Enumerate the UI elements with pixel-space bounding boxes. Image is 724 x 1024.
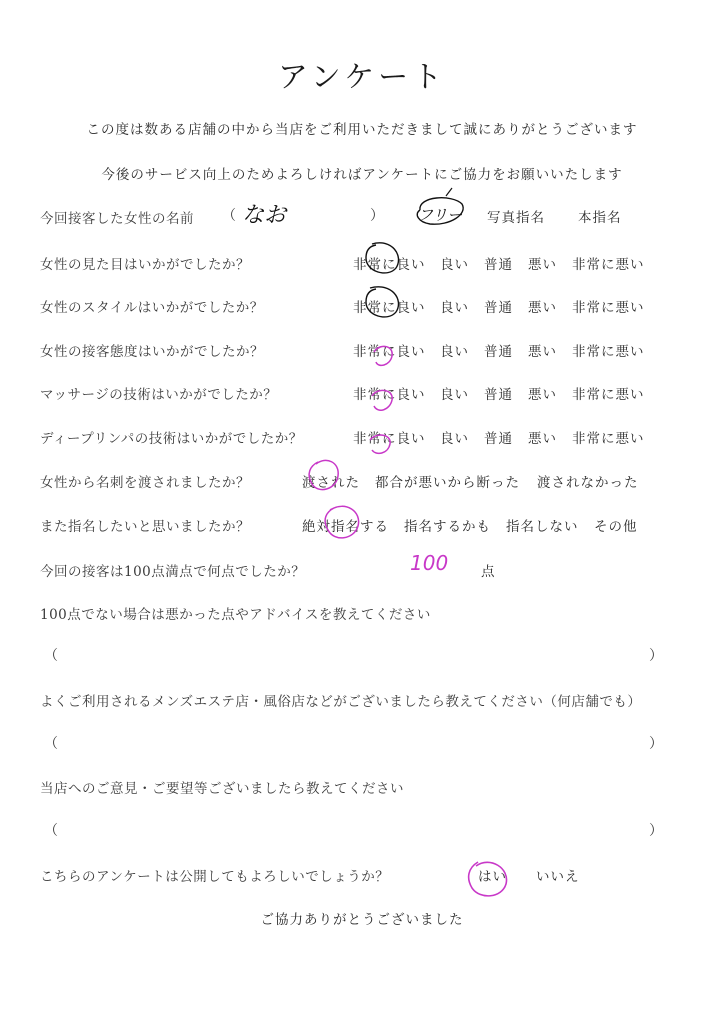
shops-close-paren: ）: [649, 736, 663, 752]
q-business-card: 女性から名刺を渡されましたか？: [40, 475, 250, 491]
q-deep-lymph-opt-very-good[interactable]: 非常に良い: [353, 431, 426, 447]
q-appearance-opt-very-good[interactable]: 非常に良い: [353, 257, 426, 273]
publish-opt-no[interactable]: いいえ: [536, 869, 580, 885]
thanks-message: ご協力ありがとうございました: [260, 912, 464, 928]
q-attitude: 女性の接客態度はいかがでしたか？: [40, 344, 264, 360]
score-value[interactable]: 100: [410, 551, 449, 575]
q-style-opt-bad[interactable]: 悪い: [528, 300, 557, 316]
survey-title: アンケート: [277, 60, 447, 95]
q-massage-opt-bad[interactable]: 悪い: [528, 387, 557, 403]
q-attitude-opt-very-good[interactable]: 非常に良い: [353, 344, 426, 360]
q-deep-lymph-opt-good[interactable]: 良い: [440, 431, 469, 447]
q-attitude-opt-good[interactable]: 良い: [440, 344, 469, 360]
q-attitude-opt-bad[interactable]: 悪い: [528, 344, 557, 360]
q-massage: マッサージの技術はいかがでしたか？: [40, 387, 278, 403]
publish-opt-yes[interactable]: はい: [478, 869, 507, 885]
option-photo-nomination[interactable]: 写真指名: [487, 210, 545, 226]
q-style-opt-very-bad[interactable]: 非常に悪い: [572, 300, 645, 316]
advice-open-paren: （: [44, 648, 58, 664]
option-main-nomination[interactable]: 本指名: [578, 210, 622, 226]
q-massage-opt-average[interactable]: 普通: [484, 387, 513, 403]
rebook-opt-no[interactable]: 指名しない: [506, 519, 579, 535]
q-style-opt-average[interactable]: 普通: [484, 300, 513, 316]
q-attitude-opt-very-bad[interactable]: 非常に悪い: [572, 344, 645, 360]
handwritten-name[interactable]: なお: [242, 203, 287, 228]
card-opt-received[interactable]: 渡された: [302, 475, 360, 491]
q-deep-lymph-opt-bad[interactable]: 悪い: [528, 431, 557, 447]
q-massage-opt-very-good[interactable]: 非常に良い: [353, 387, 426, 403]
q-appearance-opt-average[interactable]: 普通: [484, 257, 513, 273]
card-opt-not-received[interactable]: 渡されなかった: [537, 475, 639, 491]
q-publish: こちらのアンケートは公開してもよろしいでしょうか？: [40, 869, 390, 885]
feedback-close-paren: ）: [649, 823, 663, 839]
intro-line-1: この度は数ある店舗の中から当店をご利用いただきまして誠にありがとうございます: [86, 122, 638, 138]
q-score: 今回の接客は100点満点で何点でしたか？: [40, 564, 306, 580]
name-question: 今回接客した女性の名前: [40, 211, 194, 227]
q-rebook: また指名したいと思いましたか？: [40, 519, 250, 535]
option-free[interactable]: フリー: [418, 206, 463, 224]
q-appearance-opt-very-bad[interactable]: 非常に悪い: [572, 257, 645, 273]
q-deep-lymph-opt-average[interactable]: 普通: [484, 431, 513, 447]
intro-line-2: 今後のサービス向上のためよろしければアンケートにご協力をお願いいたします: [101, 167, 623, 183]
q-attitude-opt-average[interactable]: 普通: [484, 344, 513, 360]
card-opt-declined[interactable]: 都合が悪いから断った: [375, 475, 520, 491]
q-appearance-opt-good[interactable]: 良い: [440, 257, 469, 273]
q-deep-lymph: ディープリンパの技術はいかがでしたか？: [40, 431, 303, 447]
score-unit: 点: [481, 564, 496, 580]
q-other-shops: よくご利用されるメンズエステ店・風俗店などがございましたら教えてください（何店舗でも）: [40, 694, 642, 710]
free-check-tick: [446, 188, 452, 196]
q-deep-lymph-opt-very-bad[interactable]: 非常に悪い: [572, 431, 645, 447]
name-close-paren: ）: [370, 208, 384, 224]
q-massage-opt-very-bad[interactable]: 非常に悪い: [572, 387, 645, 403]
q-massage-opt-good[interactable]: 良い: [440, 387, 469, 403]
q-appearance: 女性の見た目はいかがでしたか？: [40, 257, 250, 273]
q-style: 女性のスタイルはいかがでしたか？: [40, 300, 264, 316]
q-feedback: 当店へのご意見・ご要望等ございましたら教えてください: [40, 781, 404, 797]
advice-close-paren: ）: [649, 648, 663, 664]
rebook-opt-definitely[interactable]: 絶対指名する: [302, 519, 389, 535]
q-advice: 100点でない場合は悪かった点やアドバイスを教えてください: [40, 607, 431, 623]
feedback-open-paren: （: [44, 823, 58, 839]
q-style-opt-very-good[interactable]: 非常に良い: [353, 300, 426, 316]
q-appearance-opt-bad[interactable]: 悪い: [528, 257, 557, 273]
rebook-opt-other[interactable]: その他: [594, 519, 638, 535]
shops-open-paren: （: [44, 736, 58, 752]
rebook-opt-maybe[interactable]: 指名するかも: [404, 519, 491, 535]
q-style-opt-good[interactable]: 良い: [440, 300, 469, 316]
name-open-paren: （: [222, 208, 236, 224]
